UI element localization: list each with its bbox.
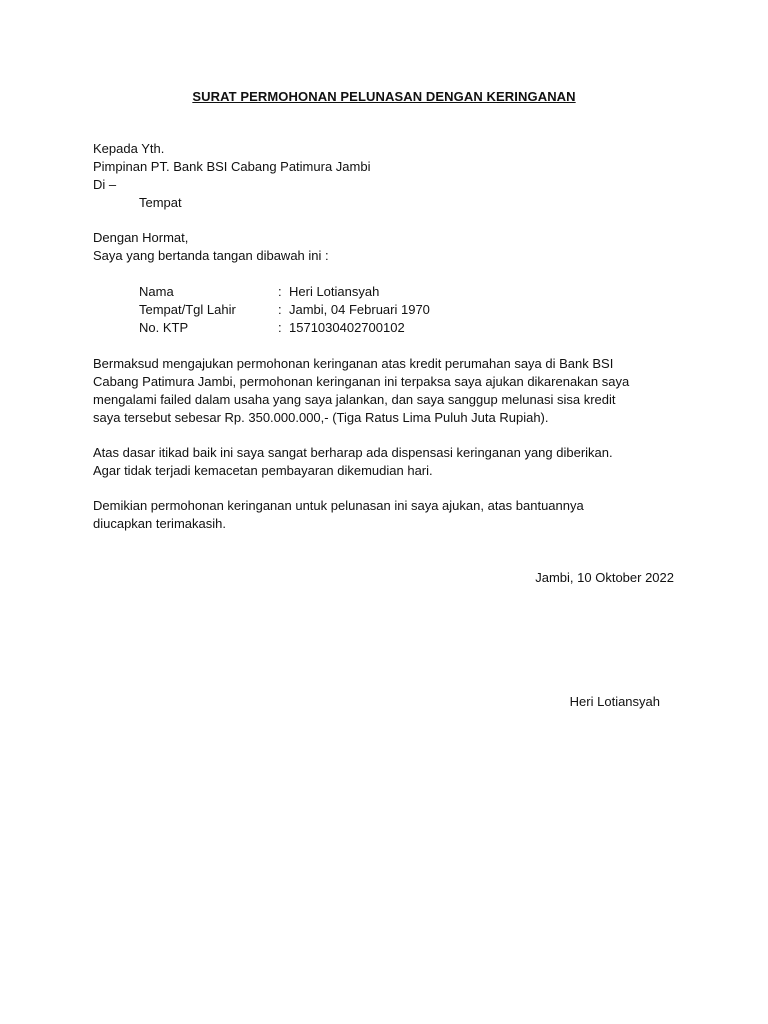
identity-value-birth: Jambi, 04 Februari 1970 [289,302,430,317]
signature-name: Heri Lotiansyah [569,694,660,709]
paragraph-request-line: mengalami failed dalam usaha yang saya jalankan, dan saya sanggup melunasi sisa kredit [93,392,616,407]
paragraph-request-line: Cabang Patimura Jambi, permohonan keringanan ini terpaksa saya ajukan dikarenakan saya [93,374,630,389]
identity-label-ktp: No. KTP [139,320,189,335]
recipient-line-4: Tempat [139,195,182,210]
identity-value-ktp: 1571030402700102 [289,320,405,335]
identity-label-name: Nama [139,284,174,299]
paragraph-closing [93,497,673,533]
paragraph-closing-line: diucapkan terimakasih. [93,516,226,531]
place-date: Jambi, 10 Oktober 2022 [535,570,674,585]
recipient-line-1: Kepada Yth. [93,141,165,156]
identity-colon-name: : [278,284,282,299]
paragraph-closing-line: Demikian permohonan keringanan untuk pelunasan ini saya ajukan, atas bantuannya [93,498,584,513]
greeting-line-1: Dengan Hormat, [93,230,189,245]
identity-colon-birth: : [278,302,282,317]
recipient-line-3: Di – [93,177,117,192]
paragraph-request-line: Bermaksud mengajukan permohonan keringanan atas kredit perumahan saya di Bank BSI [93,356,614,371]
paragraph-request [93,355,673,427]
greeting-line-2: Saya yang bertanda tangan dibawah ini : [93,248,329,263]
identity-label-birth: Tempat/Tgl Lahir [139,302,236,317]
letter-title: SURAT PERMOHONAN PELUNASAN DENGAN KERINGANAN [192,89,576,104]
paragraph-hope [93,444,673,480]
identity-value-name: Heri Lotiansyah [289,284,380,299]
paragraph-request-line: saya tersebut sebesar Rp. 350.000.000,- (Tiga Ratus Lima Puluh Juta Rupiah). [93,410,549,425]
identity-colon-ktp: : [278,320,282,335]
paragraph-hope-line: Atas dasar itikad baik ini saya sangat berharap ada dispensasi keringanan yang diberikan. [93,445,613,460]
recipient-line-2: Pimpinan PT. Bank BSI Cabang Patimura Jambi [93,159,371,174]
paragraph-hope-line: Agar tidak terjadi kemacetan pembayaran dikemudian hari. [93,463,433,478]
